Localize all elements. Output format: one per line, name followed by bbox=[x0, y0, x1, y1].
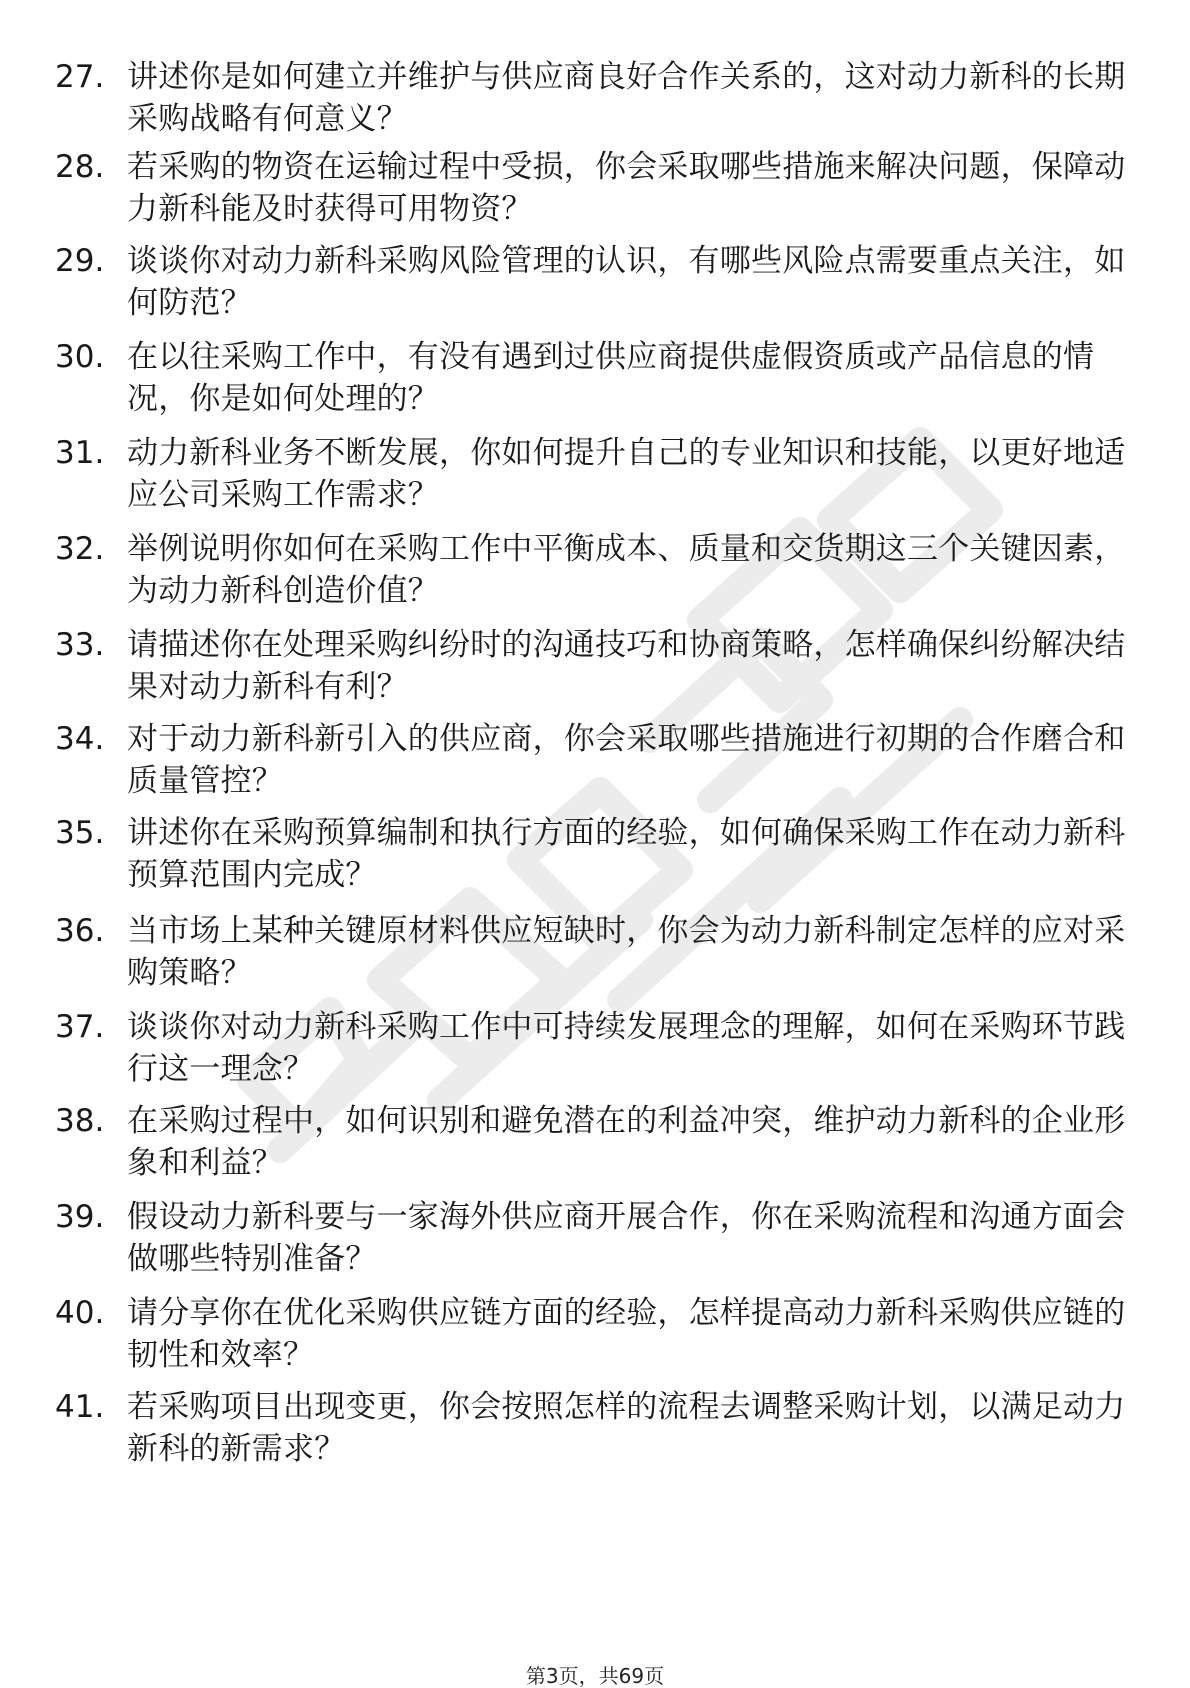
question-item bbox=[55, 432, 1135, 516]
question-text: 若采购项目出现变更，你会按照怎样的流程去调整采购计划，以满足动力新科的新需求？ bbox=[127, 1389, 1126, 1467]
question-text: 请分享你在优化采购供应链方面的经验，怎样提高动力新科采购供应链的韧性和效率？ bbox=[127, 1295, 1126, 1373]
question-number: 30. bbox=[55, 339, 105, 375]
question-item bbox=[55, 1006, 1135, 1090]
question-number: 38. bbox=[55, 1103, 105, 1139]
question-item bbox=[55, 624, 1135, 708]
question-text: 请描述你在处理采购纠纷时的沟通技巧和协商策略，怎样确保纠纷解决结果对动力新科有利？ bbox=[127, 627, 1126, 705]
question-text: 谈谈你对动力新科采购工作中可持续发展理念的理解，如何在采购环节践行这一理念？ bbox=[127, 1009, 1126, 1087]
question-number: 41. bbox=[55, 1389, 105, 1425]
question-item bbox=[55, 336, 1135, 420]
question-text: 讲述你在采购预算编制和执行方面的经验，如何确保采购工作在动力新科预算范围内完成？ bbox=[127, 815, 1126, 893]
question-text: 假设动力新科要与一家海外供应商开展合作，你在采购流程和沟通方面会做哪些特别准备？ bbox=[127, 1199, 1126, 1277]
question-item bbox=[55, 1100, 1135, 1184]
question-text: 对于动力新科新引入的供应商，你会采取哪些措施进行初期的合作磨合和质量管控？ bbox=[127, 721, 1126, 799]
question-text: 讲述你是如何建立并维护与供应商良好合作关系的，这对动力新科的长期采购战略有何意义？ bbox=[127, 59, 1126, 137]
question-item bbox=[55, 56, 1135, 140]
question-item bbox=[55, 528, 1135, 612]
question-number: 29. bbox=[55, 243, 105, 279]
question-number: 40. bbox=[55, 1295, 105, 1331]
question-number: 28. bbox=[55, 149, 105, 185]
question-item bbox=[55, 1292, 1135, 1376]
question-item bbox=[55, 240, 1135, 324]
question-item bbox=[55, 910, 1135, 994]
page-footer: 第3页，共69页 bbox=[525, 1664, 665, 1688]
question-number: 32. bbox=[55, 531, 105, 567]
question-item bbox=[55, 146, 1135, 230]
question-item bbox=[55, 718, 1135, 802]
question-text: 动力新科业务不断发展，你如何提升自己的专业知识和技能，以更好地适应公司采购工作需求？ bbox=[127, 435, 1126, 513]
question-number: 34. bbox=[55, 721, 105, 757]
question-number: 27. bbox=[55, 59, 105, 95]
question-text: 若采购的物资在运输过程中受损，你会采取哪些措施来解决问题，保障动力新科能及时获得可用物资？ bbox=[127, 149, 1126, 227]
question-text: 当市场上某种关键原材料供应短缺时，你会为动力新科制定怎样的应对采购策略？ bbox=[127, 913, 1126, 991]
question-text: 在以往采购工作中，有没有遇到过供应商提供虚假资质或产品信息的情况，你是如何处理的？ bbox=[127, 339, 1095, 417]
question-text: 在采购过程中，如何识别和避免潜在的利益冲突，维护动力新科的企业形象和利益？ bbox=[127, 1103, 1126, 1181]
question-number: 39. bbox=[55, 1199, 105, 1235]
question-item bbox=[55, 1196, 1135, 1280]
question-number: 33. bbox=[55, 627, 105, 663]
question-text: 举例说明你如何在采购工作中平衡成本、质量和交货期这三个关键因素，为动力新科创造价值？ bbox=[127, 531, 1126, 609]
question-number: 35. bbox=[55, 815, 105, 851]
question-item bbox=[55, 1386, 1135, 1470]
question-number: 31. bbox=[55, 435, 105, 471]
question-number: 37. bbox=[55, 1009, 105, 1045]
question-text: 谈谈你对动力新科采购风险管理的认识，有哪些风险点需要重点关注，如何防范？ bbox=[127, 243, 1126, 321]
question-number: 36. bbox=[55, 913, 105, 949]
question-item bbox=[55, 812, 1135, 896]
